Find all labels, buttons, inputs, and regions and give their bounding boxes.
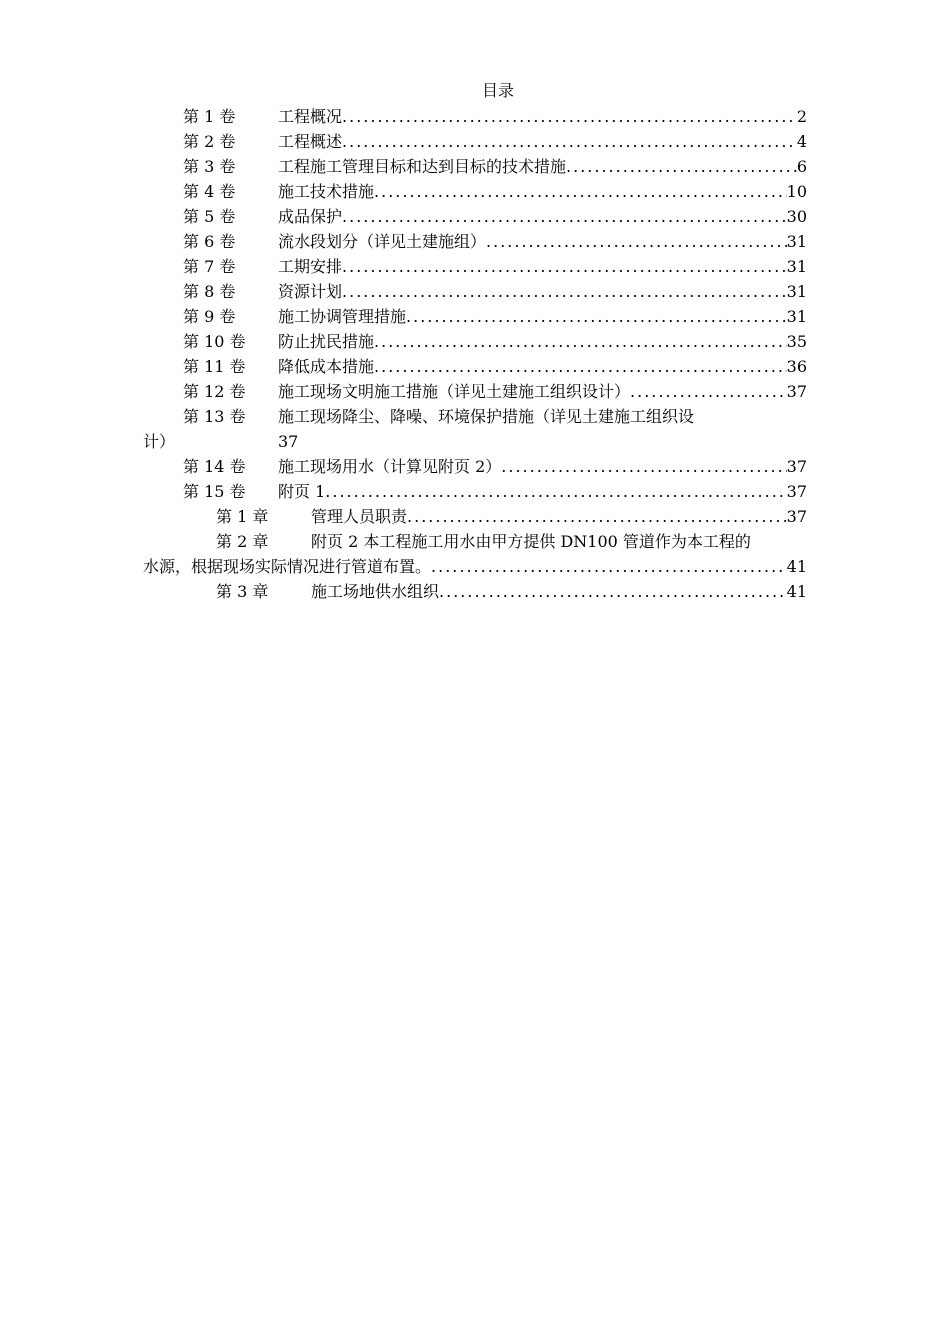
- toc-entry-number: 第 2 章: [216, 532, 269, 551]
- toc-entry-title: 管理人员职责: [311, 507, 408, 526]
- dot-leader: [325, 479, 786, 504]
- toc-entry-page: 41: [786, 557, 807, 576]
- toc-entry-title: 工程概述: [278, 132, 343, 151]
- dot-leader: [342, 129, 797, 154]
- toc-entry-volume-11[interactable]: [0, 354, 950, 379]
- toc-entry-chapter-1[interactable]: [0, 504, 950, 529]
- toc-entry-title: 施工技术措施: [278, 182, 375, 201]
- toc-entry-volume-8[interactable]: [0, 279, 950, 304]
- toc-entry-number: 第 11 卷: [183, 357, 246, 376]
- toc-entry-number: 第 1 章: [216, 507, 269, 526]
- toc-entry-title: 防止扰民措施: [278, 332, 375, 351]
- dot-leader: [406, 304, 787, 329]
- toc-entry-page: 37: [786, 482, 807, 501]
- toc-entry-number: 第 8 卷: [183, 282, 236, 301]
- toc-entry-page: 31: [786, 232, 807, 251]
- toc-entry-title-line1: 附页 2 本工程施工用水由甲方提供 DN100 管道作为本工程的: [311, 532, 751, 551]
- toc-entry-number: 第 7 卷: [183, 257, 236, 276]
- toc-entry-chapter-2-continued[interactable]: [0, 554, 950, 579]
- toc-entry-page: 37: [786, 507, 807, 526]
- toc-entry-chapter-2[interactable]: [0, 529, 950, 554]
- dot-leader: [439, 579, 787, 604]
- toc-entry-volume-9[interactable]: [0, 304, 950, 329]
- toc-entry-title-line2: 计）: [143, 432, 176, 451]
- dot-leader: [486, 229, 787, 254]
- dot-leader: [431, 554, 787, 579]
- dot-leader: [566, 154, 797, 179]
- toc-entry-page: 37: [278, 432, 299, 451]
- toc-entry-page: 41: [786, 582, 807, 601]
- toc-entry-title-line2: 水源，根据现场实际情况进行管道布置。: [143, 557, 432, 576]
- toc-entry-volume-12[interactable]: [0, 379, 950, 404]
- toc-entry-title-line1: 施工现场降尘、降噪、环境保护措施（详见土建施工组织设: [278, 407, 695, 426]
- toc-entry-title: 附页 1: [278, 482, 326, 501]
- dot-leader: [342, 279, 787, 304]
- toc-entry-volume-1[interactable]: [0, 104, 950, 129]
- toc-entry-page: 30: [786, 207, 807, 226]
- toc-entry-number: 第 3 卷: [183, 157, 236, 176]
- toc-entry-number: 第 13 卷: [183, 407, 246, 426]
- toc-entry-volume-10[interactable]: [0, 329, 950, 354]
- toc-entry-title: 工程概况: [278, 107, 343, 126]
- toc-entry-number: 第 3 章: [216, 582, 269, 601]
- toc-entry-volume-2[interactable]: [0, 129, 950, 154]
- dot-leader: [407, 504, 787, 529]
- toc-entry-page: 6: [796, 157, 807, 176]
- dot-leader: [374, 329, 787, 354]
- toc-entry-title: 成品保护: [278, 207, 343, 226]
- toc-entry-title: 施工现场用水（计算见附页 2）: [278, 457, 502, 476]
- dot-leader: [342, 104, 797, 129]
- toc-entry-volume-6[interactable]: [0, 229, 950, 254]
- toc-entry-number: 第 14 卷: [183, 457, 246, 476]
- dot-leader: [374, 354, 787, 379]
- toc-entry-volume-13-continued[interactable]: [0, 429, 950, 454]
- toc-entry-number: 第 10 卷: [183, 332, 246, 351]
- toc-entry-chapter-3[interactable]: [0, 579, 950, 604]
- toc-entry-title: 施工协调管理措施: [278, 307, 407, 326]
- toc-entry-number: 第 1 卷: [183, 107, 236, 126]
- toc-entry-volume-5[interactable]: [0, 204, 950, 229]
- toc-entry-page: 31: [786, 307, 807, 326]
- toc-entry-number: 第 12 卷: [183, 382, 246, 401]
- toc-entry-title: 施工现场文明施工措施（详见土建施工组织设计）: [278, 382, 631, 401]
- toc-entry-title: 工期安排: [278, 257, 343, 276]
- toc-entry-title: 施工场地供水组织: [311, 582, 440, 601]
- toc-entry-volume-14[interactable]: [0, 454, 950, 479]
- toc-entry-volume-3[interactable]: [0, 154, 950, 179]
- toc-entry-number: 第 5 卷: [183, 207, 236, 226]
- toc-entry-page: 2: [796, 107, 807, 126]
- dot-leader: [630, 379, 787, 404]
- toc-entry-volume-15[interactable]: [0, 479, 950, 504]
- toc-entry-page: 35: [786, 332, 807, 351]
- dot-leader: [342, 204, 787, 229]
- toc-entry-number: 第 15 卷: [183, 482, 246, 501]
- dot-leader: [374, 179, 787, 204]
- toc-entry-page: 31: [786, 282, 807, 301]
- toc-entry-volume-7[interactable]: [0, 254, 950, 279]
- toc-entry-page: 37: [786, 457, 807, 476]
- toc-entry-page: 31: [786, 257, 807, 276]
- toc-entry-volume-13[interactable]: [0, 404, 950, 429]
- toc-entry-page: 37: [786, 382, 807, 401]
- toc-entry-title: 流水段划分（详见土建施组）: [278, 232, 487, 251]
- dot-leader: [342, 254, 787, 279]
- toc-entry-number: 第 9 卷: [183, 307, 236, 326]
- toc-entry-number: 第 2 卷: [183, 132, 236, 151]
- toc-entry-number: 第 4 卷: [183, 182, 236, 201]
- toc-entry-page: 36: [786, 357, 807, 376]
- toc-entry-title: 工程施工管理目标和达到目标的技术措施: [278, 157, 567, 176]
- toc-entry-page: 10: [786, 182, 807, 201]
- toc-entry-title: 资源计划: [278, 282, 343, 301]
- toc-entry-number: 第 6 卷: [183, 232, 236, 251]
- toc-title: 目录: [481, 81, 514, 100]
- toc-entry-volume-4[interactable]: [0, 179, 950, 204]
- toc-entry-title: 降低成本措施: [278, 357, 375, 376]
- dot-leader: [501, 454, 786, 479]
- toc-entry-page: 4: [796, 132, 807, 151]
- table-of-contents: [0, 104, 950, 604]
